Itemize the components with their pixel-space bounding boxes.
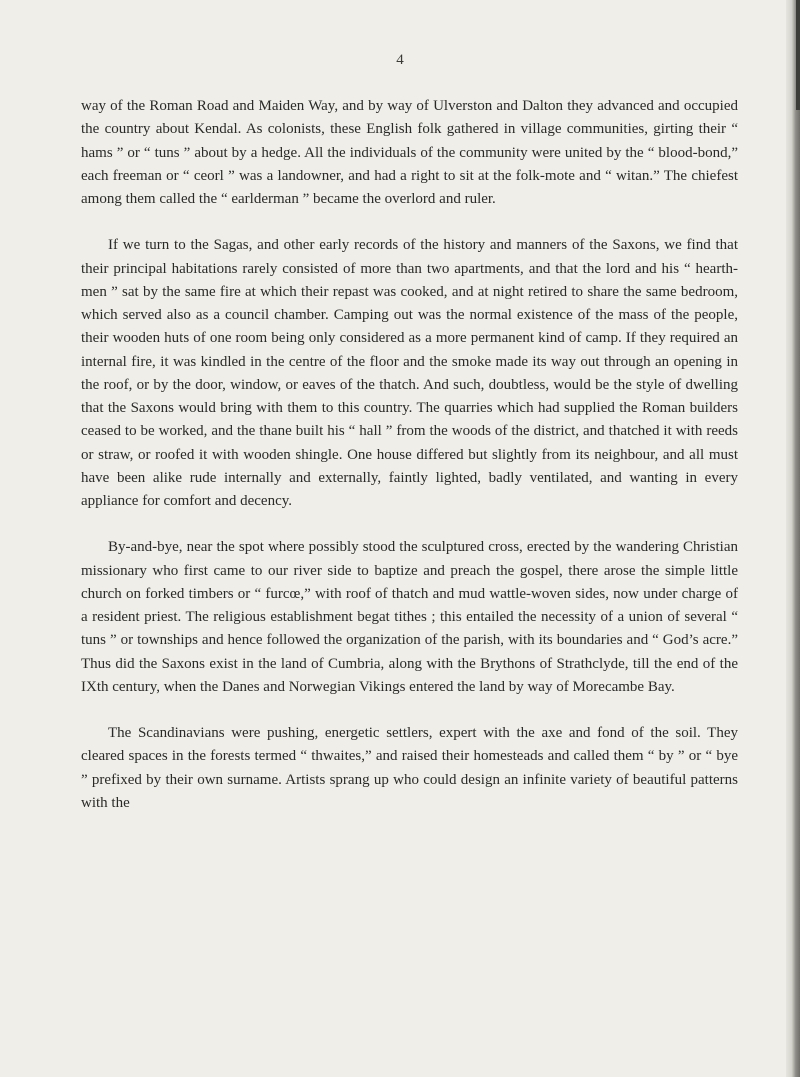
paragraph-scandinavians: The Scandinavians were pushing, energetic settlers, expert with the axe and fond of the soil. They cleared spaces in the forests termed “ thwaites,” and raised their homesteads and called them “ by ” or “ bye ” prefixed by their own surname. Artists sprang up who could design an infinite variety of beautiful patterns with the xyxy=(81,725,738,811)
page-number: 4 xyxy=(396,52,404,68)
paragraph-church: By-and-bye, near the spot where possibly stood the sculptured cross, erected by the wandering Christian missionary who first came to our river side to baptize and preach the gospel, there arose the simple little church on forked timbers or “ furcœ,” with roof of thatch and mud wattle-woven sides, now under charge of a resident priest. The religious establishment begat tithes ; this entailed the necessity of a union of several “ tuns ” or townships and hence followed the organization of the parish, with its boundaries and “ God’s acre.” Thus did the Saxons exist in the land of Cumbria, along with the Brythons of Strathclyde, till the end of the IXth century, when the Danes and Norwegian Vikings entered the land by way of Morecambe Bay. xyxy=(81,539,738,695)
body-text xyxy=(81,95,738,838)
paragraph-continuation: way of the Roman Road and Maiden Way, and by way of Ulverston and Dalton they advanced and occupied the country about Kendal. As colonists, these English folk gathered in village communities, girting their “ hams ” or “ tuns ” about by a hedge. All the individuals of the community were united by the “ blood-bond,” each freeman or “ ceorl ” was a landowner, and had a right to sit at the folk-mote and “ witan.” The chiefest among them called the “ earlderman ” became the overlord and ruler. xyxy=(81,98,738,207)
paragraph-sagas: If we turn to the Sagas, and other early records of the history and manners of the Saxons, we find that their principal habitations rarely consisted of more than two apartments, and that the lord and his “ hearth-men ” sat by the same fire at which their repast was cooked, and at night retired to share the same bedroom, which served also as a council chamber. Camping out was the normal existence of the mass of the people, their wooden huts of one room being only considered as a more permanent kind of camp. If they required an internal fire, it was kindled in the centre of the floor and the smoke made its way out through an opening in the roof, or by the door, window, or eaves of the thatch. And such, doubtless, would be the style of dwelling that the Saxons would bring with them to this country. The quarries which had supplied the Roman builders ceased to be worked, and the thane built his “ hall ” from the woods of the district, and thatched it with reeds or straw, or roofed it with wooden shingle. One house differed but slightly from its neighbour, and all must have been alike rude internally and externally, faintly lighted, badly ventilated, and wanting in every appliance for comfort and decency. xyxy=(81,237,738,509)
page-edge-bar xyxy=(796,0,800,110)
page-edge-shadow xyxy=(786,0,800,1077)
